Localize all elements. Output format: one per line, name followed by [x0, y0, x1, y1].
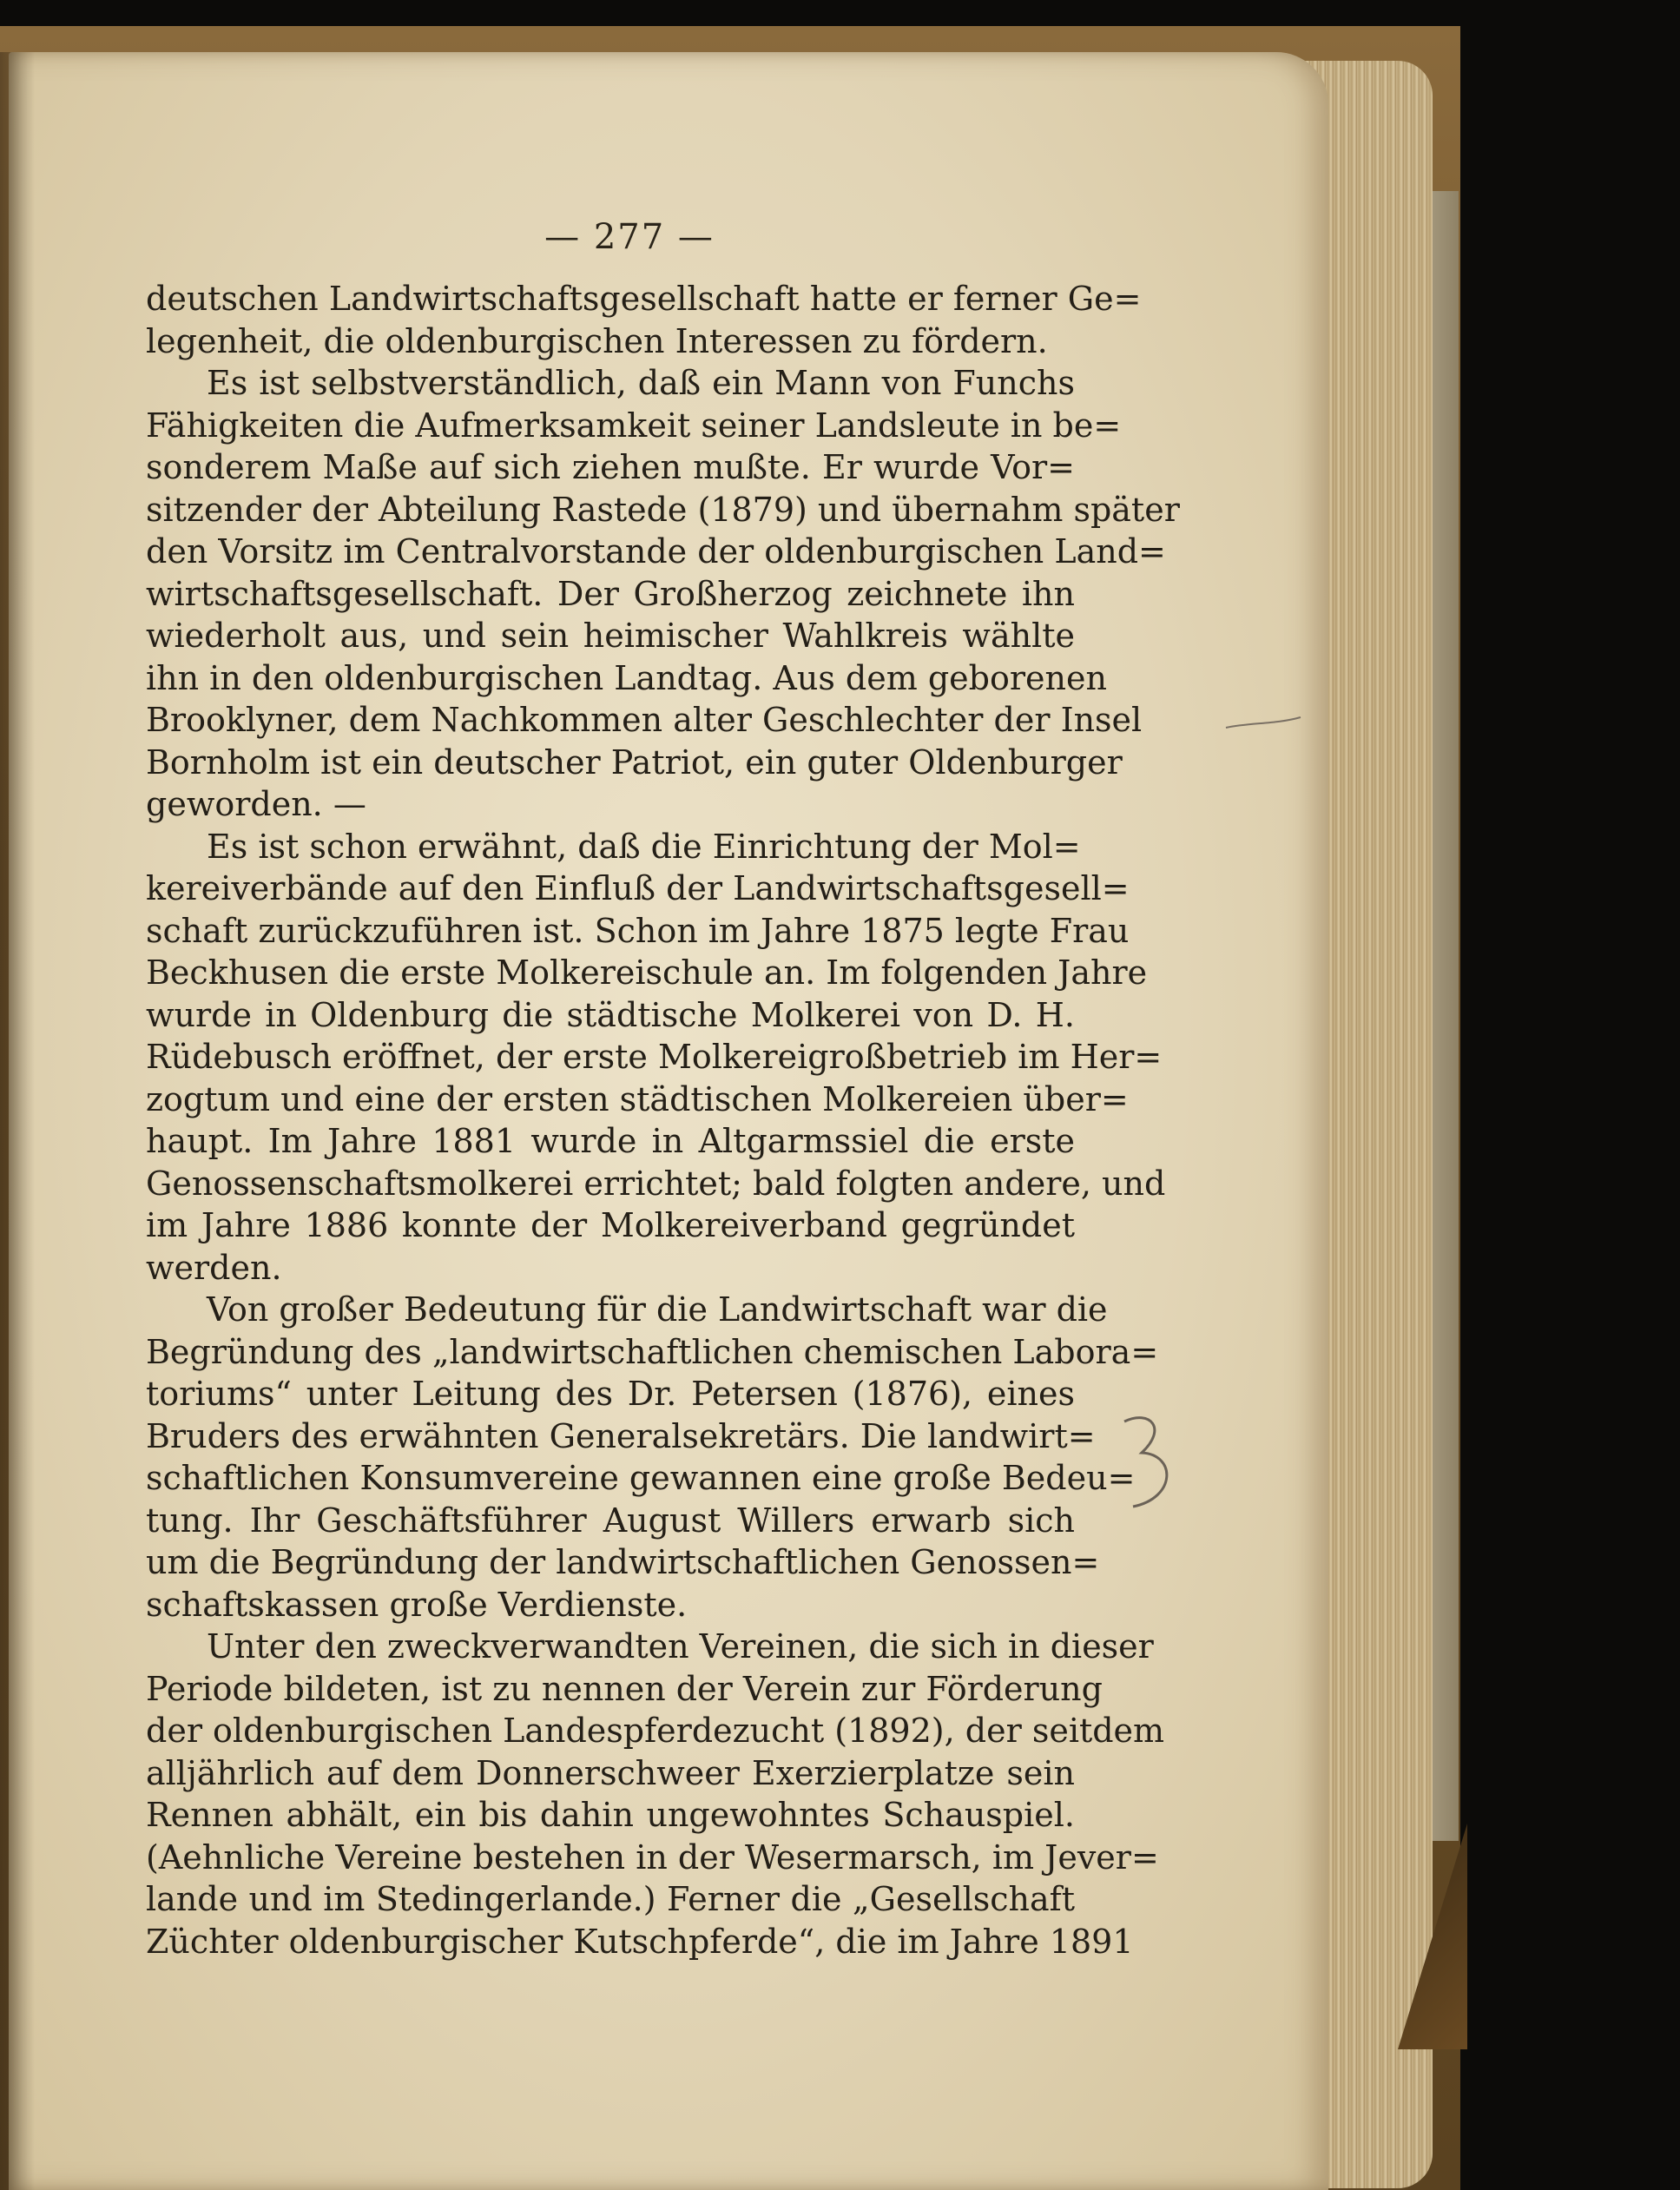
text-line: Unter den zweckverwandten Vereinen, die sich in dieser: [207, 1627, 1154, 1666]
text-line: kereiverbände auf den Einfluß der Landwirtschaftsgesell=: [146, 869, 1130, 907]
text-line: Fähigkeiten die Aufmerksamkeit seiner Landsleute in be=: [146, 406, 1122, 445]
text-line: Von großer Bedeutung für die Landwirtschaft war die: [207, 1290, 1108, 1329]
text-line: Begründung des „landwirtschaftlichen chemischen Labora=: [146, 1332, 1159, 1371]
text-line: (Aehnliche Vereine bestehen in der Wesermarsch, im Jever=: [146, 1837, 1159, 1877]
text-line: Rennen abhält, ein bis dahin ungewohntes Schauspiel.: [146, 1796, 1075, 1834]
text-line: Rüdebusch eröffnet, der erste Molkereigroßbetrieb im Her=: [146, 1038, 1163, 1076]
text-line: im Jahre 1886 konnte der Molkereiverband gegründet: [146, 1206, 1075, 1244]
text-line: legenheit, die oldenburgischen Interessen zu fördern.: [146, 321, 1048, 360]
text-line: Beckhusen die erste Molkereischule an. Im folgenden Jahre: [146, 953, 1148, 992]
text-line: wurde in Oldenburg die städtische Molkerei von D. H.: [146, 995, 1075, 1034]
text-line: wirtschaftsgesellschaft. Der Großherzog zeichnete ihn: [146, 574, 1075, 613]
text-line: deutschen Landwirtschaftsgesellschaft hatte er ferner Ge=: [146, 280, 1142, 318]
pencil-annotation-mark: [1116, 1411, 1194, 1515]
text-line: Bornholm ist ein deutscher Patriot, ein guter Oldenburger: [146, 742, 1123, 782]
text-line: Genossenschaftsmolkerei errichtet; bald folgten andere, und: [146, 1164, 1166, 1203]
text-line: haupt. Im Jahre 1881 wurde in Altgarmssiel die erste: [146, 1122, 1075, 1160]
text-line: Züchter oldenburgischer Kutschpferde“, die im Jahre 1891: [146, 1922, 1134, 1961]
text-line: geworden. —: [146, 785, 366, 823]
text-line: sitzender der Abteilung Rastede (1879) und übernahm später: [146, 490, 1180, 529]
pencil-stroke-mark: [1224, 712, 1302, 738]
text-line: Brooklyner, dem Nachkommen alter Geschlechter der Insel: [146, 701, 1143, 739]
text-line: sonderem Maße auf sich ziehen mußte. Er wurde Vor=: [146, 448, 1075, 486]
text-line: um die Begründung der landwirtschaftlichen Genossen=: [146, 1543, 1100, 1581]
text-line: alljährlich auf dem Donnerschweer Exerzierplatze sein: [146, 1753, 1075, 1792]
text-line: schaftskassen große Verdienste.: [146, 1585, 688, 1624]
text-line: Es ist schon erwähnt, daß die Einrichtung der Mol=: [207, 827, 1081, 866]
body-text: [146, 278, 1180, 1962]
text-line: den Vorsitz im Centralvorstande der oldenburgischen Land=: [146, 532, 1166, 571]
text-line: lande und im Stedingerlande.) Ferner die „Gesellschaft: [146, 1880, 1075, 1918]
text-line: schaftlichen Konsumvereine gewannen eine große Bedeu=: [146, 1459, 1136, 1497]
page-number-header: — 277 —: [544, 217, 715, 257]
text-line: toriums“ unter Leitung des Dr. Petersen (1876), eines: [146, 1375, 1075, 1413]
text-line: werden.: [146, 1248, 282, 1287]
text-line: wiederholt aus, und sein heimischer Wahlkreis wählte: [146, 617, 1075, 655]
text-line: Es ist selbstverständlich, daß ein Mann von Funchs: [207, 364, 1075, 402]
gutter-shadow: [0, 52, 35, 2190]
text-line: tung. Ihr Geschäftsführer August Willers erwarb sich: [146, 1501, 1075, 1540]
text-line: Bruders des erwähnten Generalsekretärs. Die landwirt=: [146, 1416, 1096, 1455]
text-line: der oldenburgischen Landespferdezucht (1892), der seitdem: [146, 1712, 1165, 1750]
text-line: schaft zurückzuführen ist. Schon im Jahre 1875 legte Frau: [146, 911, 1130, 950]
text-line: zogtum und eine der ersten städtischen Molkereien über=: [146, 1079, 1129, 1118]
text-line: ihn in den oldenburgischen Landtag. Aus dem geborenen: [146, 658, 1107, 697]
text-line: Periode bildeten, ist zu nennen der Verein zur Förderung: [146, 1669, 1103, 1708]
